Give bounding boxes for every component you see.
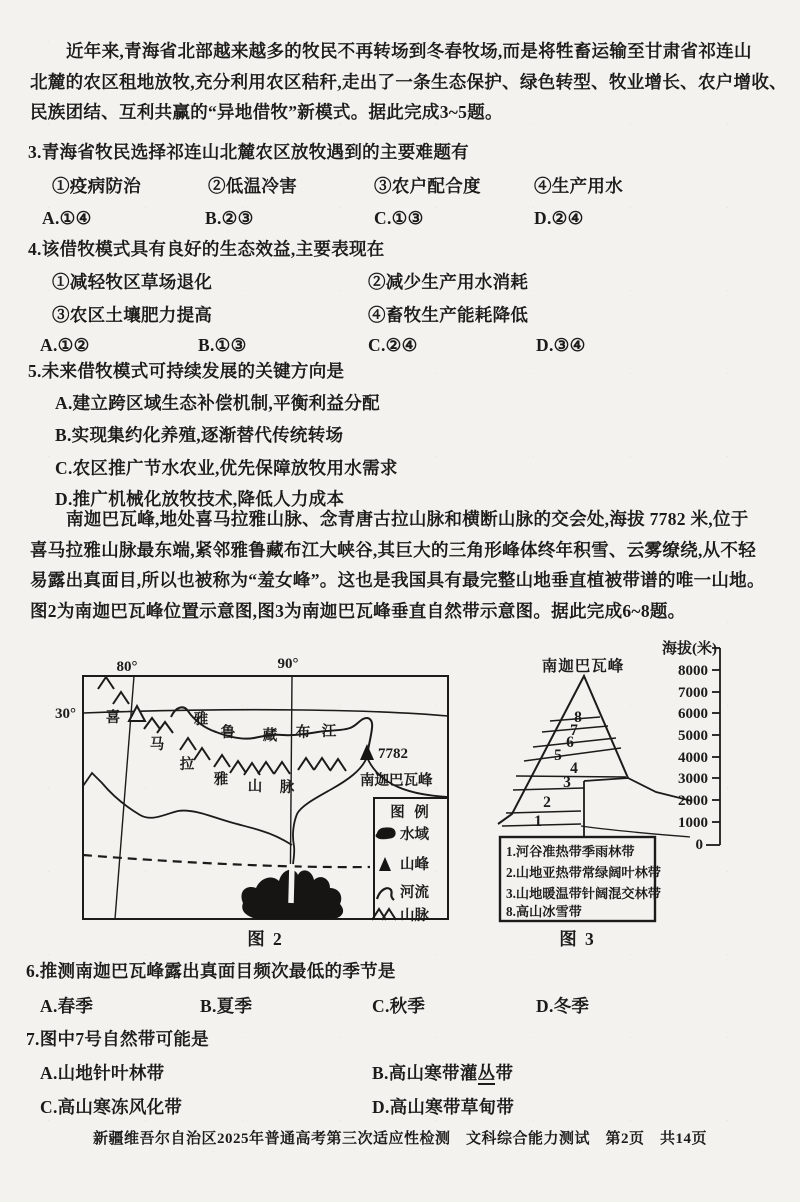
river-char-3: 藏 [262, 728, 278, 744]
tick-1000: 1000 [678, 815, 708, 831]
legend-river-icon [377, 888, 394, 900]
profile-legend-line4: 8.高山冰雪带 [506, 904, 582, 919]
q3-option-d: D.②④ [534, 208, 584, 228]
figure3-caption: 图 3 [559, 929, 596, 949]
river-char-4: 布 [295, 725, 311, 741]
peak-elevation-label: 7782 [378, 746, 408, 762]
q4-stem: 4.该借牧模式具有良好的生态效益,主要表现在 [28, 239, 385, 259]
tick-5000: 5000 [678, 728, 708, 744]
q5-option-b: B.实现集约化养殖,逐渐替代传统转场 [55, 425, 344, 445]
profile-legend-line1: 1.河谷准热带季雨林带 [506, 844, 635, 859]
band-3: 3 [563, 774, 571, 791]
river-gorge-south [293, 757, 367, 866]
q6-stem: 6.推测南迦巴瓦峰露出真面目频次最低的季节是 [26, 961, 396, 981]
tick-3000: 3000 [678, 771, 708, 787]
river-char-5: 江 [321, 724, 337, 740]
range-char-3: 拉 [179, 757, 195, 773]
q3-option-a: A.①④ [42, 208, 92, 228]
passage2-line2: 喜马拉雅山脉最东端,紧邻雅鲁藏布江大峡谷,其巨大的三角形峰体终年积雪、云雾缭绕,从不轻 [30, 540, 757, 560]
legend-label-peak: 山峰 [400, 857, 429, 873]
lon-90-label: 90° [277, 656, 299, 672]
band-7: 7 [570, 722, 578, 739]
q6-option-c: C.秋季 [372, 996, 426, 1016]
q3-stem: 3.青海省牧民选择祁连山北麓农区放牧遇到的主要难题有 [28, 142, 469, 162]
q7-option-b-emphasis: 丛 [477, 1063, 496, 1083]
tick-6000: 6000 [678, 706, 708, 722]
band-2: 2 [543, 794, 551, 811]
range-char-1: 喜 [105, 710, 121, 726]
band-6: 6 [566, 734, 574, 751]
q5-option-c: C.农区推广节水农业,优先保障放牧用水需求 [55, 458, 398, 478]
passage2-line3: 易露出真面目,所以也被称为“羞女峰”。这也是我国具有最完整山地垂直植被带谱的唯一山地。 [30, 570, 765, 590]
passage2-line1: 南迦巴瓦峰,地处喜马拉雅山脉、念青唐古拉山脉和横断山脉的交会处,海拔 7782 米,位于 [66, 509, 749, 529]
range-char-4: 雅 [213, 772, 229, 788]
peak-name-label: 南迦巴瓦峰 [360, 773, 433, 789]
q3-item1: ①疫病防治 [52, 176, 141, 196]
q7-stem: 7.图中7号自然带可能是 [26, 1029, 209, 1049]
peak-icon [360, 744, 374, 760]
passage2-line4: 图2为南迦巴瓦峰位置示意图,图3为南迦巴瓦峰垂直自然带示意图。据此完成6~8题。 [30, 601, 686, 621]
tick-4000: 4000 [678, 750, 708, 766]
dashed-boundary [83, 855, 370, 867]
q4-item3: ③农区土壤肥力提高 [52, 305, 213, 325]
legend-water-icon [376, 828, 395, 839]
range-char-5: 山 [247, 779, 263, 795]
q4-item2: ②减少生产用水消耗 [368, 272, 529, 292]
passage1-line3: 民族团结、互利共赢的“异地借牧”新模式。据此完成3~5题。 [30, 102, 503, 122]
profile-peak-title: 南迦巴瓦峰 [541, 658, 625, 675]
profile-legend-line3: 3.山地暖温带针阔混交林带 [506, 886, 661, 901]
lat-30-label: 30° [55, 706, 76, 722]
page-footer: 新疆维吾尔自治区2025年普通高考第三次适应性检测 文科综合能力测试 第2页 共14页 [92, 1131, 707, 1147]
q6-option-a: A.春季 [40, 996, 94, 1016]
q7-option-b-prefix: B.高山寒带灌 [372, 1063, 478, 1083]
q7-option-d: D.高山寒带草甸带 [372, 1097, 515, 1117]
legend-label-river: 河流 [400, 885, 429, 901]
elevation-axis [706, 648, 720, 845]
q7-option-a: A.山地针叶林带 [40, 1063, 165, 1083]
river-char-1: 雅 [193, 712, 209, 728]
profile-legend-line2: 2.山地亚热带常绿阔叶林带 [506, 865, 661, 880]
band-1: 1 [534, 813, 542, 830]
q3-option-b: B.②③ [205, 208, 254, 228]
figure3-profile [498, 640, 720, 921]
band-4: 4 [570, 760, 578, 777]
map-legend-title: 图 例 [390, 805, 432, 821]
q4-option-a: A.①② [40, 335, 90, 355]
q3-item2: ②低温冷害 [208, 176, 297, 196]
figure2-caption: 图 2 [247, 929, 284, 949]
q4-option-d: D.③④ [536, 335, 586, 355]
figures-graphic [0, 640, 800, 960]
figure2-map [55, 656, 448, 924]
passage1-line1: 近年来,青海省北部越来越多的牧民不再转场到冬春牧场,而是将牲畜运输至甘肃省祁连山 [66, 41, 752, 61]
legend-peak-icon [379, 857, 391, 871]
q3-item4: ④生产用水 [534, 176, 623, 196]
tick-2000: 2000 [678, 793, 708, 809]
plateau-line [584, 778, 692, 801]
tick-7000: 7000 [678, 685, 708, 701]
legend-label-water: 水域 [400, 827, 429, 843]
range-char-2: 马 [149, 737, 165, 753]
valley-floor-line [581, 826, 690, 837]
q3-option-c: C.①③ [374, 208, 424, 228]
river-char-2: 鲁 [220, 725, 236, 741]
band-lines [502, 717, 626, 826]
band-8: 8 [574, 709, 582, 726]
q4-item4: ④畜牧生产能耗降低 [368, 305, 529, 325]
tick-0: 0 [695, 837, 703, 853]
legend-label-range: 山脉 [400, 908, 429, 924]
q6-option-b: B.夏季 [200, 996, 253, 1016]
q4-item1: ①减轻牧区草场退化 [52, 272, 213, 292]
passage1-line2: 北麓的农区租地放牧,充分利用农区秸秆,走出了一条生态保护、绿色转型、牧业增长、农户增收、 [30, 72, 787, 92]
q7-option-c: C.高山寒冻风化带 [40, 1097, 183, 1117]
q7-option-b [372, 1062, 513, 1084]
q3-item3: ③农户配合度 [374, 176, 481, 196]
q4-option-c: C.②④ [368, 335, 418, 355]
q5-option-a: A.建立跨区域生态补偿机制,平衡利益分配 [55, 393, 380, 413]
tick-8000: 8000 [678, 663, 708, 679]
q4-option-b: B.①③ [198, 335, 247, 355]
q5-option-d: D.推广机械化放牧技术,降低人力成本 [55, 489, 345, 509]
q5-stem: 5.未来借牧模式可持续发展的关键方向是 [28, 361, 345, 381]
q7-option-b-suffix: 带 [495, 1063, 514, 1083]
range-char-6: 脉 [279, 780, 295, 796]
lake-river-channel [291, 864, 292, 903]
lon-80-label: 80° [116, 659, 138, 675]
axis-title: 海拔(米) [662, 641, 717, 657]
band-5: 5 [554, 747, 562, 764]
q6-option-d: D.冬季 [536, 996, 590, 1016]
